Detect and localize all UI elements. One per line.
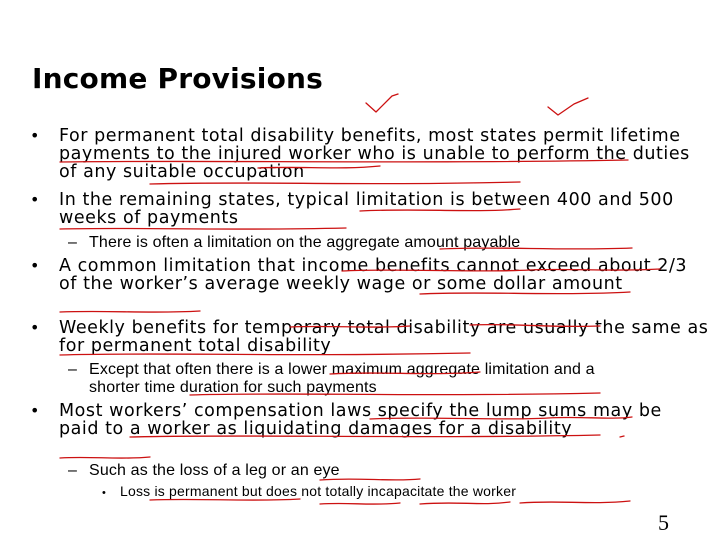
dash-icon: –: [68, 361, 78, 378]
bullet-item: [30, 191, 709, 227]
bullet-item: [30, 402, 679, 438]
bullet-dot-icon: •: [102, 487, 107, 499]
sub-bullet-text: There is often a limitation on the aggregate amount payable: [89, 234, 521, 251]
bullet-text: A common limitation that income benefits cannot exceed about 2/3 of the worker’s average weekly wage or some dollar amount: [59, 256, 688, 294]
sub-bullet-item: [68, 361, 629, 397]
dash-icon: –: [68, 462, 78, 479]
bullet-dot-icon: •: [30, 401, 40, 420]
sub-bullet-item: [68, 234, 649, 252]
bullet-text: For permanent total disability benefits, most states permit lifetime payments to the injured worker who is unable to perform the duties of any suitable occupation: [59, 126, 690, 182]
sub-sub-bullet-item: [102, 483, 662, 501]
bullet-dot-icon: •: [30, 126, 40, 145]
slide-title: Income Provisions: [32, 62, 324, 95]
bullet-text: Weekly benefits for temporary total disability are usually the same as for permanent total disability: [59, 318, 709, 356]
dash-icon: –: [68, 234, 78, 251]
sub-bullet-item: [68, 462, 649, 480]
page-number: 5: [658, 510, 669, 535]
bullet-dot-icon: •: [30, 318, 40, 337]
bullet-text: Most workers’ compensation laws specify the lump sums may be paid to a worker as liquidating damages for a disability: [59, 401, 662, 439]
bullet-item: [30, 127, 709, 181]
sub-bullet-text: Except that often there is a lower maximum aggregate limitation and a shorter time duration for such payments: [89, 361, 595, 396]
sub-sub-bullet-text: Loss is permanent but does not totally incapacitate the worker: [120, 483, 517, 499]
bullet-item: [30, 257, 709, 293]
bullet-dot-icon: •: [30, 256, 40, 275]
bullet-item: [30, 319, 709, 355]
sub-bullet-text: Such as the loss of a leg or an eye: [89, 462, 340, 479]
bullet-dot-icon: •: [30, 190, 40, 209]
bullet-text: In the remaining states, typical limitation is between 400 and 500 weeks of payments: [59, 190, 674, 228]
